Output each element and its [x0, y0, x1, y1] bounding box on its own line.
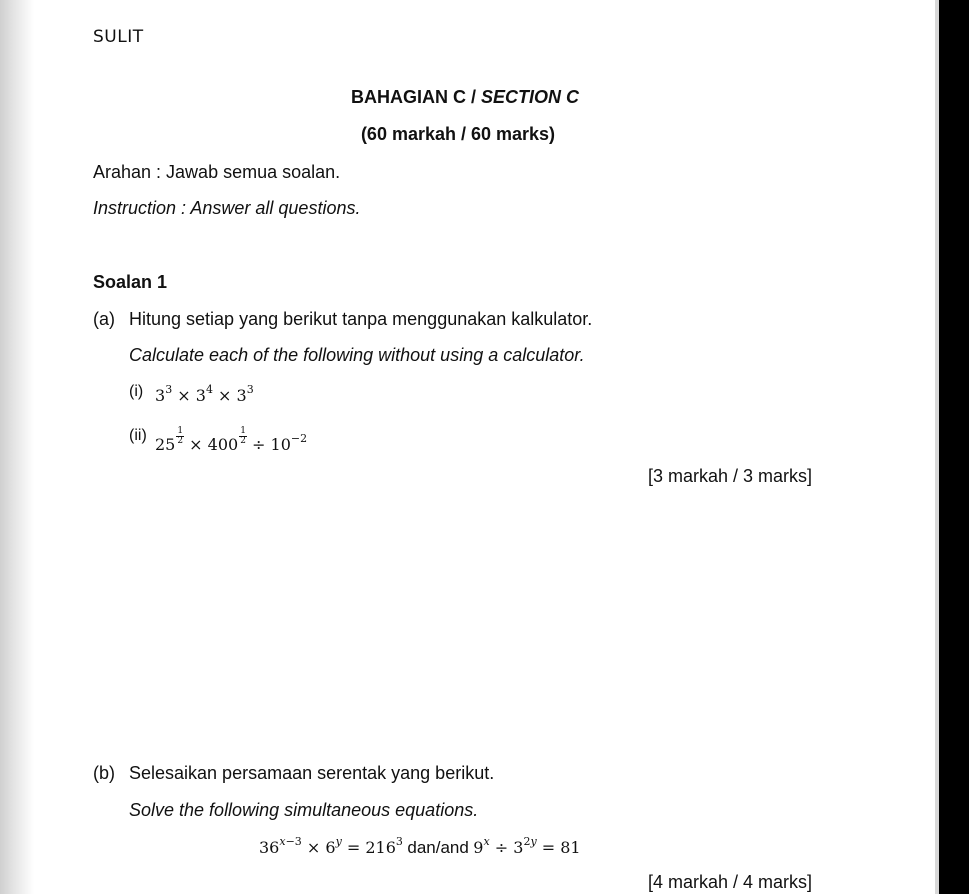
part-b-equations — [259, 835, 581, 858]
part-a-marks: [3 markah / 3 marks] — [648, 466, 813, 486]
section-marks: (60 markah / 60 marks) — [360, 124, 556, 144]
section-title — [0, 87, 930, 108]
sulit-label: SULIT — [93, 27, 144, 47]
part-b-marks: [4 markah / 4 marks] — [648, 872, 813, 892]
part-b-label: (b) — [93, 763, 115, 783]
question-title: Soalan 1 — [93, 272, 168, 292]
part-a-label: (a) — [93, 309, 115, 329]
part-b-text-bm: Selesaikan persamaan serentak yang berikut. — [129, 763, 495, 783]
part-a-item-ii-expression: 25 $\frac{1}{2}$ × 400 $\frac{1}{2}$ ÷ $10^{-2}$ — [155, 426, 308, 454]
part-a-item-ii-label: (ii) — [129, 427, 147, 444]
equation-one: $36^{x-3} \times 6^y = 216^3$ — [259, 835, 403, 857]
part-a-item-i-expression: $3^3 \times 3^4 \times 3^3$ — [155, 383, 254, 405]
part-b-text-en: Solve the following simultaneous equations. — [129, 800, 479, 820]
part-a-text-bm: Hitung setiap yang berikut tanpa menggunakan kalkulator. — [129, 309, 593, 329]
part-a-item-i-label: (i) — [129, 383, 144, 400]
section-title-bm: BAHAGIAN C / — [350, 87, 481, 107]
instruction-bm: Arahan : Jawab semua soalan. — [93, 162, 341, 182]
equation-joiner: dan/and — [407, 838, 469, 857]
page-right-edge — [939, 0, 969, 894]
instruction-en: Instruction : Answer all questions. — [93, 198, 361, 218]
part-a-text-en: Calculate each of the following without using a calculator. — [129, 345, 585, 365]
section-title-en: SECTION C — [480, 87, 579, 107]
equation-two: $9^x \div 3^{2y} = 81$ — [473, 835, 581, 857]
